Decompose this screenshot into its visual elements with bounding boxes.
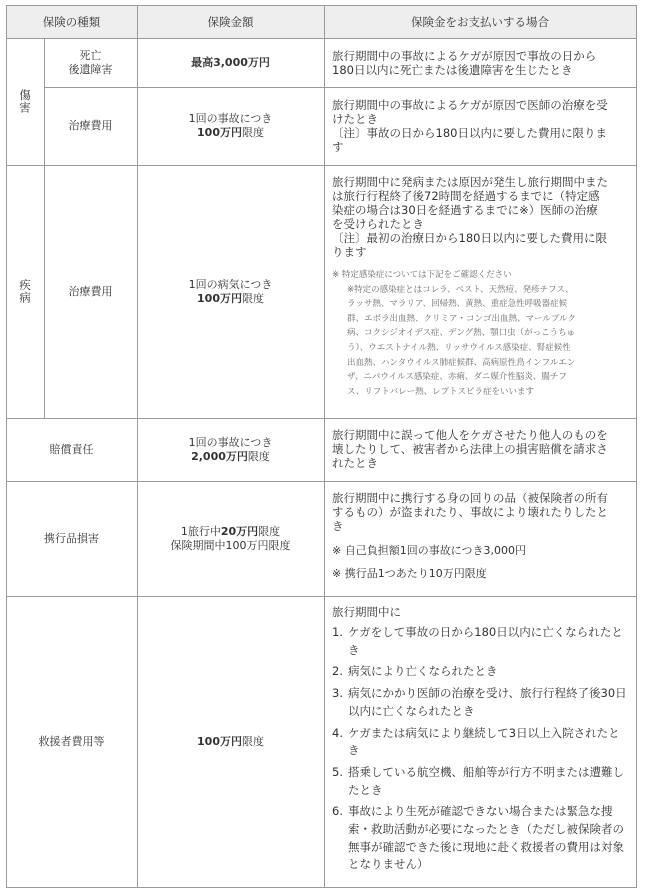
divider [636, 5, 637, 888]
illness-description: 旅行期間中に発病または原因が発生し旅行期間中また は旅行行程終了後72時間を経過するまでに（特定感 染症の場合は30日を経過するまでに※）医師の治療 を受けられたとき 〔注〕最初の治療日から180日以内に要した費用に限 ります [332, 175, 608, 259]
belongings-description: 旅行期間中に携行する身の回りの品（被保険者の所有 するもの）が盗まれたり、事故により壊れたりしたと き [332, 491, 608, 533]
header-payment-conditions: 保険金をお支払いする場合 [411, 15, 549, 29]
list-item: 3. 病気にかかり医師の治療を受け、旅行行程終了後30日以内に亡くなられたとき [332, 686, 627, 718]
death-description: 旅行期間中の事故によるケガが原因で事故の日から 180日以内に死亡または後遺障害を生じたとき [332, 49, 597, 77]
divider [6, 887, 637, 888]
injury-group-label: 傷害 [18, 89, 32, 114]
list-item: 5. 搭乗している航空機、船舶等が行方不明または遭難したとき [332, 764, 624, 797]
list-item: 1. ケガをして事故の日から180日以内に亡くなられたとき [332, 625, 623, 657]
liability-type: 賠償責任 [49, 442, 94, 456]
belongings-amount: 1旅行中20万円限度 保険期間中100万円限度 [170, 524, 291, 552]
liability-amount: 1回の事故につき 2,000万円限度 [188, 435, 273, 463]
header-insurance-amount: 保険金額 [207, 15, 254, 29]
injury-medical-amount: 1回の事故につき 100万円限度 [188, 112, 273, 139]
list-item: 2. 病気により亡くなられたとき [332, 664, 498, 679]
list-item: 4. ケガまたは病気により継続して3日以上入院されたとき [332, 725, 620, 758]
death-amount: 最高3,000万円 [191, 55, 270, 69]
list-item: 6. 事故により生死が確認できない場合または緊急な捜索・救助活動が必要になったとき（ただし被保険者の無事が確認できた後に現地に赴く救援者の費用は対象となりません） [332, 804, 624, 872]
rescue-intro: 旅行期間中に [332, 605, 401, 619]
belongings-item-limit-note: ※ 携行品1つあたり10万円限度 [332, 567, 487, 580]
infectious-disease-note: ※ 特定感染症については下記をご確認ください ※特定の感染症とはコレラ、ペスト、天然痘、発疹チフス、 ラッサ熱、マラリア、回帰熱、黄熱、重症急性呼吸器症候 群、エボラ出血熱、クリミア・コンゴ出血熱、マールブルク 病、コクシジオイデス症、デング熱、顎口虫（がっこうちゅ う）、ウエストナイル熱、リッサウイルス感染症、腎症候性 出血熱、ハンタウイルス肺症候群、高病原性鳥インフルエン ザ、ニパウイルス感染症、赤痢、ダニ媒介性脳炎、腸チフ ス、リフトバレー熱、レプトスピラ症をいいます [332, 270, 576, 397]
injury-medical-description: 旅行期間中の事故によるケガが原因で医師の治療を受 けたとき 〔注〕事故の日から180日以内に要した費用に限りま す [332, 98, 608, 154]
liability-description: 旅行期間中に誤って他人をケガさせたり他人のものを 壊したりして、被害者から法律上の損害賠償を請求さ れたとき [332, 428, 608, 470]
belongings-type: 携行品損害 [44, 531, 99, 545]
illness-group-label: 疾病 [18, 279, 32, 304]
illness-medical-type: 治療費用 [68, 284, 113, 298]
belongings-deductible-note: ※ 自己負担額1回の事故につき3,000円 [332, 544, 526, 557]
rescue-type: 救援者費用等 [38, 734, 105, 748]
injury-medical-type: 治療費用 [68, 119, 113, 132]
death-type: 死亡 後遺障害 [68, 48, 113, 76]
rescue-amount: 100万円限度 [197, 734, 264, 748]
rescue-conditions-list [324, 624, 636, 874]
rescue-description [324, 604, 636, 878]
header-insurance-type: 保険の種類 [42, 15, 101, 29]
illness-medical-amount: 1回の病気につき 100万円限度 [188, 277, 273, 305]
